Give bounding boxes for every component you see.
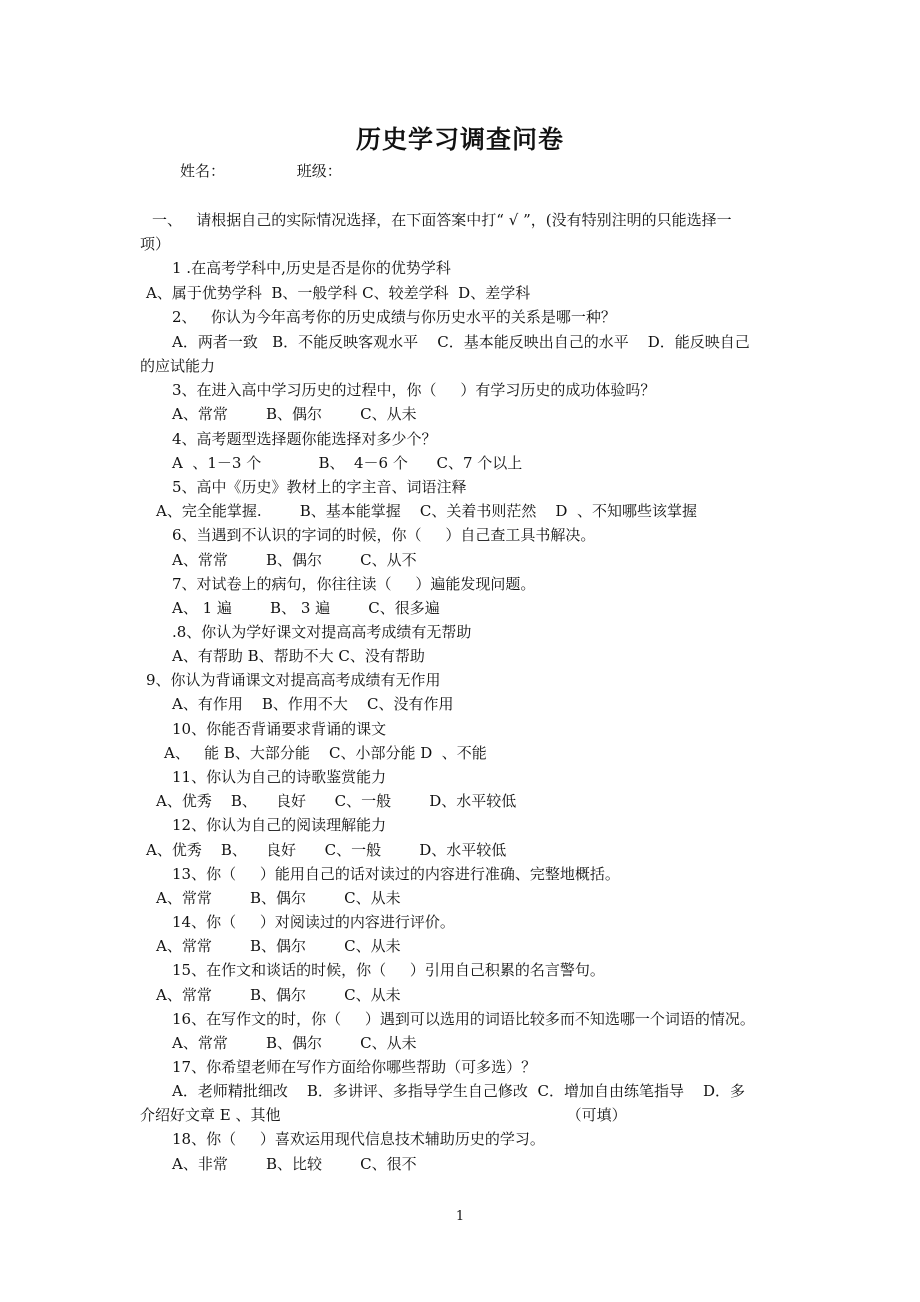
text-line: 的应试能力 — [140, 357, 216, 375]
text-line: A．两者一致 B．不能反映客观水平 C．基本能反映出自己的水平 D．能反映自己 — [172, 333, 750, 351]
student-info — [180, 160, 342, 181]
page-title: 历史学习调查问卷 — [355, 125, 564, 154]
text-line: 12、你认为自己的阅读理解能力 — [172, 816, 387, 834]
text-line: 4、高考题型选择题你能选择对多少个？ — [172, 430, 437, 448]
text-line: A、有帮助 B、帮助不大 C、没有帮助 — [172, 647, 425, 665]
text-line: 17、你希望老师在写作方面给你哪些帮助（可多选）？ — [172, 1058, 537, 1076]
text-line: A、 能 B、大部分能 C、小部分能 D 、不能 — [164, 744, 487, 762]
text-line: 介绍好文章 E 、其他 （可填） — [140, 1106, 627, 1124]
text-line: A、常常 B、偶尔 C、从不 — [172, 551, 417, 569]
text-line: A、常常 B、偶尔 C、从未 — [172, 1034, 417, 1052]
text-line: A、常常 B、偶尔 C、从未 — [156, 986, 401, 1004]
text-line: 6、当遇到不认识的字词的时候，你（ ）自己查工具书解决。 — [172, 526, 596, 544]
class-label: 班级： — [296, 162, 342, 180]
text-line: A、 1 遍 B、 3 遍 C、很多遍 — [172, 599, 440, 617]
text-line: 10、你能否背诵要求背诵的课文 — [172, 720, 387, 738]
text-line: 3、在进入高中学习历史的过程中，你（ ）有学习历史的成功体验吗？ — [172, 381, 656, 399]
text-line: A、有作用 B、作用不大 C、没有作用 — [172, 695, 454, 713]
text-line: 7、对试卷上的病句，你往往读（ ）遍能发现问题。 — [172, 575, 536, 593]
text-line: 项） — [140, 235, 171, 253]
text-line: A、常常 B、偶尔 C、从未 — [156, 889, 401, 907]
text-line: A、优秀 B、 良好 C、一般 D、水平较低 — [156, 792, 517, 810]
text-line: 11、你认为自己的诗歌鉴赏能力 — [172, 768, 387, 786]
text-line: 1 .在高考学科中,历史是否是你的优势学科 — [172, 259, 451, 277]
text-line: A、常常 B、偶尔 C、从未 — [172, 405, 417, 423]
text-line: A、完全能掌握. B、基本能掌握 C、关着书则茫然 D 、不知哪些该掌握 — [156, 502, 697, 520]
text-line: 14、你（ ）对阅读过的内容进行评价。 — [172, 913, 455, 931]
text-line: A．老师精批细改 B．多讲评、多指导学生自己修改 C．增加自由练笔指导 D．多 — [172, 1082, 746, 1100]
text-line: .8、你认为学好课文对提高高考成绩有无帮助 — [172, 623, 472, 641]
text-line: 16、在写作文的时，你（ ）遇到可以选用的词语比较多而不知选哪一个词语的情况。 — [172, 1010, 755, 1028]
text-line: A 、1－3 个 B、 4－6 个 C、7 个以上 — [172, 454, 523, 472]
text-line: 2、 你认为今年高考你的历史成绩与你历史水平的关系是哪一种？ — [172, 308, 616, 326]
text-line: 9、你认为背诵课文对提高高考成绩有无作用 — [146, 671, 441, 689]
page-number: 1 — [455, 1209, 465, 1224]
text-line: A、优秀 B、 良好 C、一般 D、水平较低 — [146, 841, 507, 859]
text-line: 一、 请根据自己的实际情况选择，在下面答案中打“ √ ”，(没有特别注明的只能选择一 — [152, 211, 732, 229]
text-line: A、非常 B、比较 C、很不 — [172, 1155, 417, 1173]
text-line: 15、在作文和谈话的时候，你（ ）引用自己积累的名言警句。 — [172, 961, 605, 979]
name-label: 姓名： — [180, 162, 226, 180]
text-line: A、属于优势学科 B、一般学科 C、较差学科 D、差学科 — [146, 284, 531, 302]
text-line: A、常常 B、偶尔 C、从未 — [156, 937, 401, 955]
text-line: 5、高中《历史》教材上的字主音、词语注释 — [172, 478, 467, 496]
text-line: 18、你（ ）喜欢运用现代信息技术辅助历史的学习。 — [172, 1130, 545, 1148]
text-line: 13、你（ ）能用自己的话对读过的内容进行准确、完整地概括。 — [172, 865, 620, 883]
